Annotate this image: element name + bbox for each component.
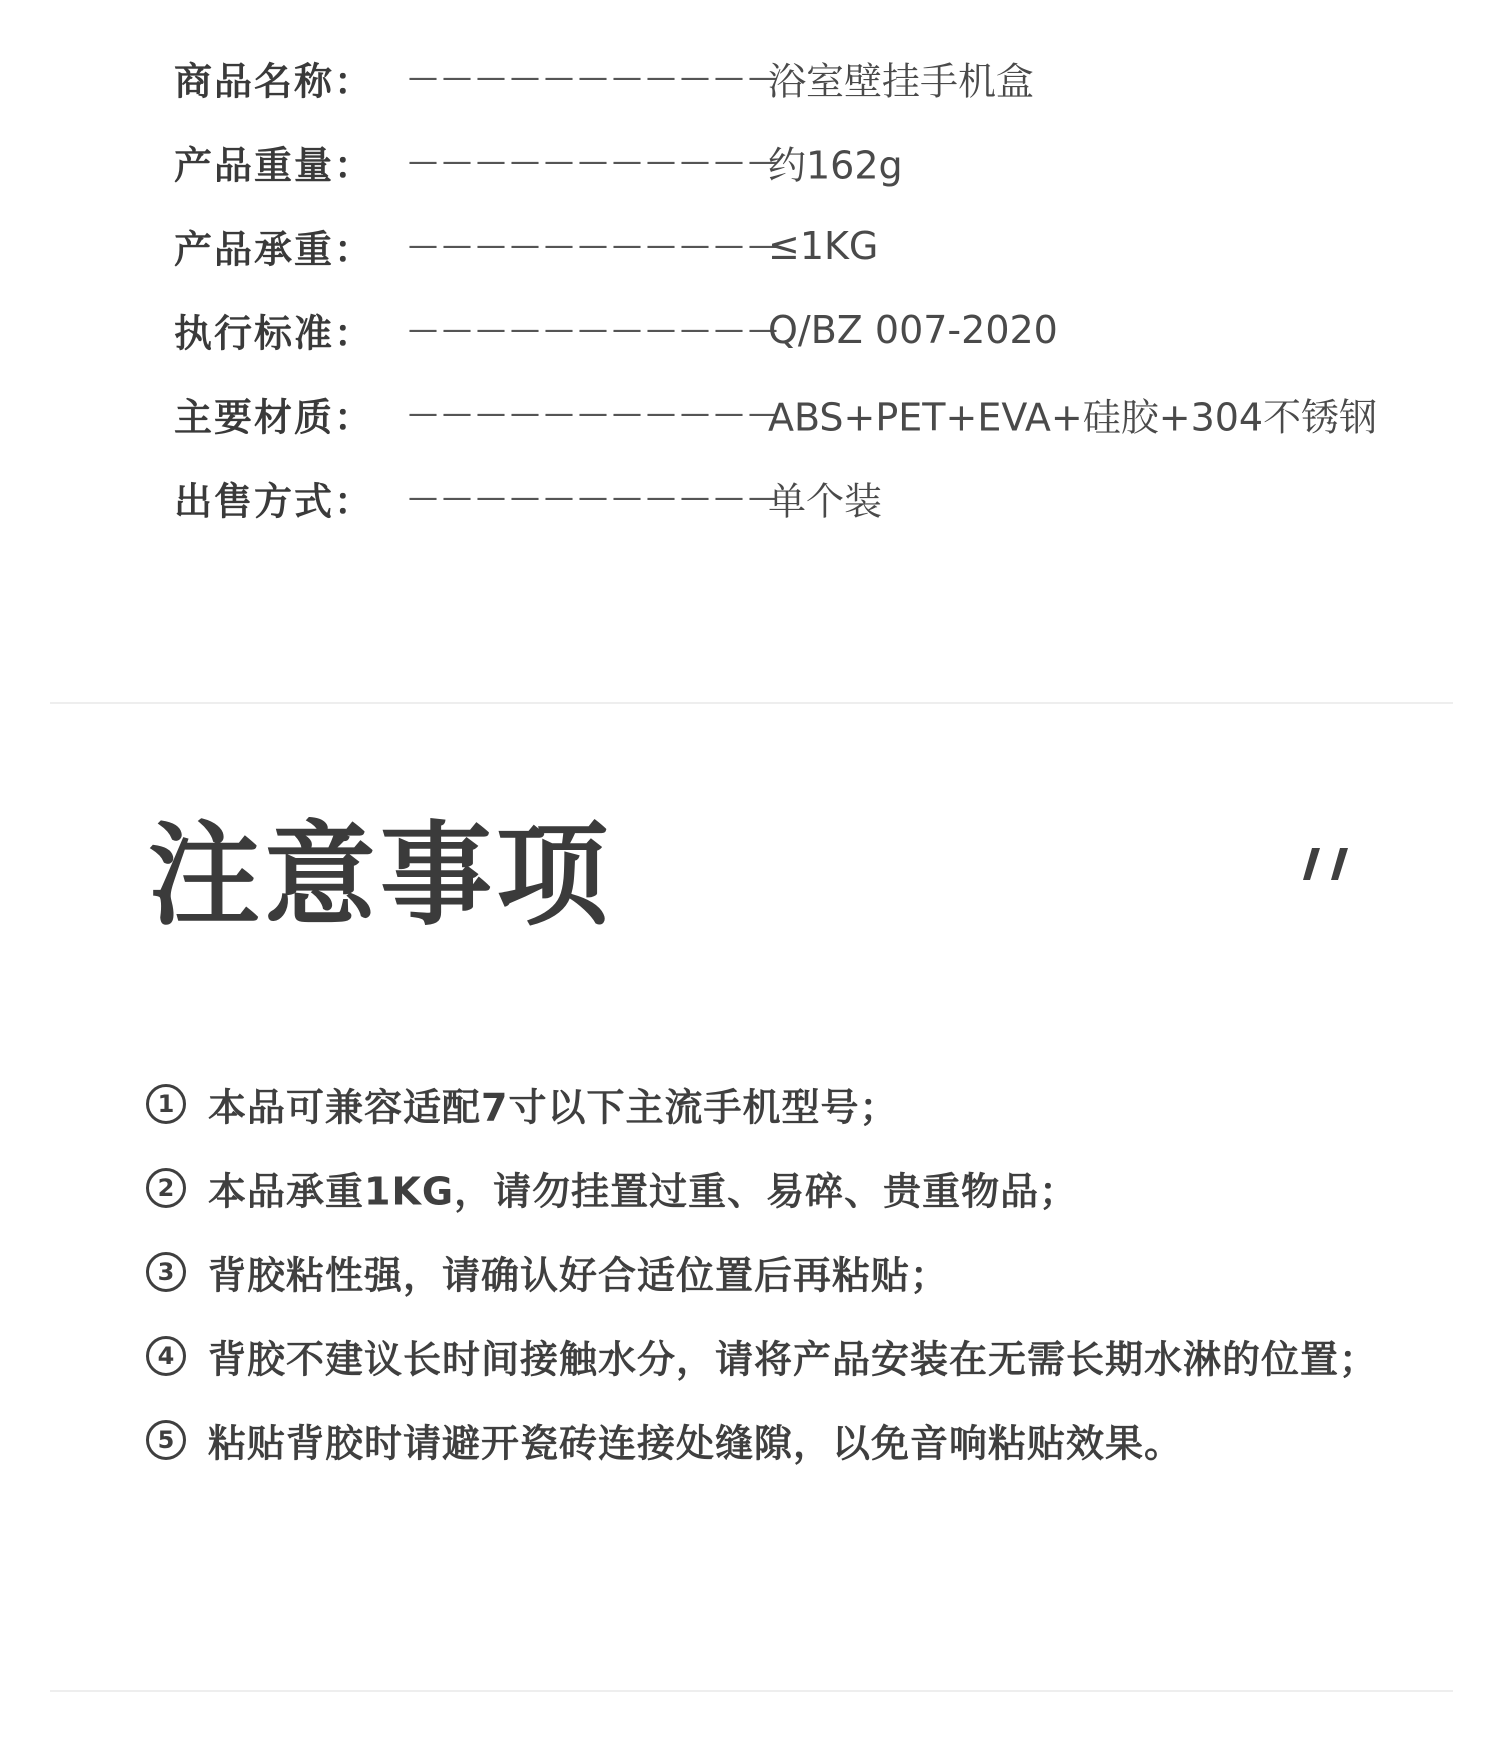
- notice-item-text: 背胶粘性强，请确认好合适位置后再粘贴；: [208, 1253, 950, 1298]
- spec-dash-separator: ———————————: [408, 228, 782, 264]
- notice-title: 注意事项: [148, 811, 612, 941]
- spec-label: 出售方式：: [174, 479, 375, 524]
- section-divider-bottom: [50, 1690, 1453, 1692]
- notice-item: [0, 1064, 1500, 1144]
- circled-number-icon: 1: [146, 1084, 186, 1124]
- notice-item-text: 背胶不建议长时间接触水分，请将产品安装在无需长期水淋的位置；: [208, 1337, 1379, 1382]
- spec-row-sale-method: [0, 456, 1500, 540]
- section-divider-top: [50, 702, 1453, 704]
- spec-value: ≤1KG: [768, 224, 879, 268]
- notice-item: [0, 1316, 1500, 1396]
- spec-row-material: [0, 372, 1500, 456]
- notice-item-text: 粘贴背胶时请避开瓷砖连接处缝隙，以免音响粘贴效果。: [208, 1421, 1184, 1466]
- spec-row-product-name: [0, 36, 1500, 120]
- spec-value: ABS+PET+EVA+硅胶+304不锈钢: [768, 395, 1378, 440]
- spec-label: 主要材质：: [174, 395, 375, 440]
- spec-dash-separator: ———————————: [408, 144, 782, 180]
- spec-dash-separator: ———————————: [408, 312, 782, 348]
- spec-value: 浴室壁挂手机盒: [768, 59, 1035, 104]
- spec-row-standard: [0, 288, 1500, 372]
- notice-item-text: 本品承重1KG，请勿挂置过重、易碎、贵重物品；: [208, 1169, 1079, 1214]
- spec-dash-separator: ———————————: [408, 480, 782, 516]
- notice-item-text: 本品可兼容适配7寸以下主流手机型号；: [208, 1085, 899, 1130]
- spec-value: Q/BZ 007-2020: [768, 308, 1058, 352]
- spec-label: 产品承重：: [174, 227, 375, 272]
- quote-mark-icon: [1300, 844, 1360, 884]
- spec-label: 产品重量：: [174, 143, 375, 188]
- spec-value: 单个装: [768, 479, 883, 524]
- circled-number-icon: 4: [146, 1336, 186, 1376]
- circled-number-icon: 2: [146, 1168, 186, 1208]
- spec-label: 执行标准：: [174, 311, 375, 356]
- spec-label: 商品名称：: [174, 59, 375, 104]
- circled-number-icon: 3: [146, 1252, 186, 1292]
- spec-value: 约162g: [768, 143, 903, 188]
- spec-dash-separator: ———————————: [408, 396, 782, 432]
- notice-item: [0, 1232, 1500, 1312]
- notice-item: [0, 1400, 1500, 1480]
- spec-dash-separator: ———————————: [408, 60, 782, 96]
- spec-row-load: [0, 204, 1500, 288]
- circled-number-icon: 5: [146, 1420, 186, 1460]
- spec-row-weight: [0, 120, 1500, 204]
- notice-item: [0, 1148, 1500, 1228]
